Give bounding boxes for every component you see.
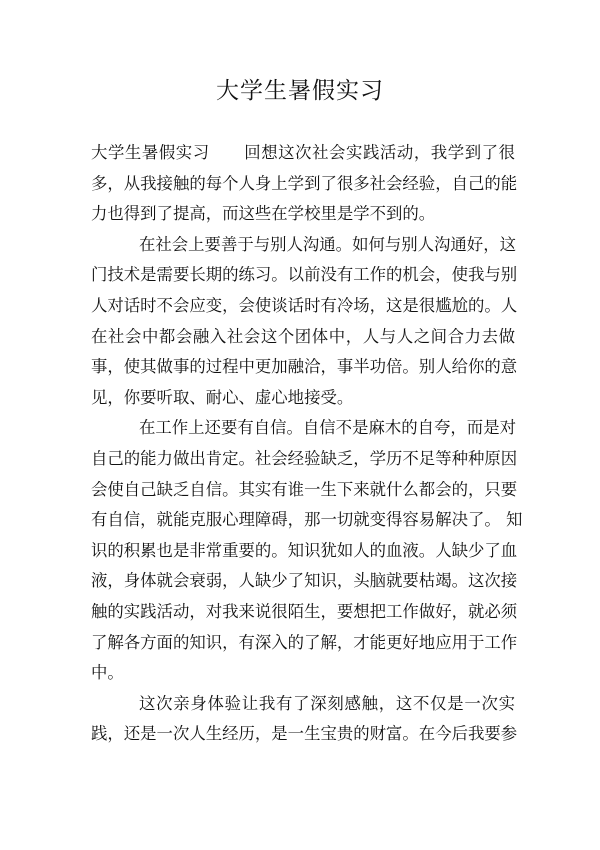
paragraph-3-line-8: 了解各方面的知识，有深入的了解，才能更好地应用于工作: [91, 632, 518, 652]
paragraph-3-line-7: 触的实践活动，对我来说很陌生，要想把工作做好，就必须: [91, 601, 518, 621]
page-title: 大学生暑假实习: [216, 78, 384, 104]
paragraph-2-line-2: 门技术是需要长期的练习。以前没有工作的机会，使我与别: [91, 265, 518, 285]
paragraph-3-line-5: 识的积累也是非常重要的。知识犹如人的血液。人缺少了血: [91, 540, 518, 560]
paragraph-1-lead: 大学生暑假实习: [91, 143, 210, 162]
paragraph-2-line-3: 人对话时不会应变，会使谈话时有冷场，这是很尴尬的。人: [91, 295, 518, 315]
paragraph-2-line-5: 事，使其做事的过程中更加融洽，事半功倍。别人给你的意: [91, 357, 518, 377]
paragraph-1-line-1: [91, 138, 515, 169]
paragraph-3-line-4: 有自信，就能克服心理障碍，那一切就变得容易解决了。 知: [91, 510, 523, 530]
paragraph-2-line-1: 在社会上要善于与别人沟通。如何与别人沟通好，这: [139, 234, 516, 254]
document-body: [91, 138, 523, 750]
paragraph-1-line-2: 多，从我接触的每个人身上学到了很多社会经验，自己的能: [91, 173, 518, 193]
paragraph-3-line-1: 在工作上还要有自信。自信不是麻木的自夸，而是对: [139, 418, 516, 438]
paragraph-4-line-1: 这次亲身体验让我有了深刻感触，这不仅是一次实: [139, 693, 515, 713]
paragraph-3-line-2: 自己的能力做出肯定。社会经验缺乏，学历不足等种种原因: [91, 448, 518, 468]
paragraph-1-text: 回想这次社会实践活动，我学到了很: [243, 143, 516, 162]
paragraph-2-line-6: 见，你要听取、耐心、虚心地接受。: [91, 387, 354, 407]
paragraph-1-line-3: 力也得到了提高，而这些在学校里是学不到的。: [91, 204, 436, 224]
paragraph-3-line-9: 中。: [91, 663, 124, 683]
paragraph-2-line-4: 在社会中都会融入社会这个团体中，人与人之间合力去做: [91, 326, 515, 346]
paragraph-3-line-6: 液，身体就会衰弱，人缺少了知识，头脑就要枯竭。这次接: [91, 571, 518, 591]
paragraph-4-line-2: 践，还是一次人生经历，是一生宝贵的财富。在今后我要参: [91, 724, 518, 744]
paragraph-3-line-3: 会使自己缺乏自信。其实有谁一生下来就什么都会的，只要: [91, 479, 518, 499]
